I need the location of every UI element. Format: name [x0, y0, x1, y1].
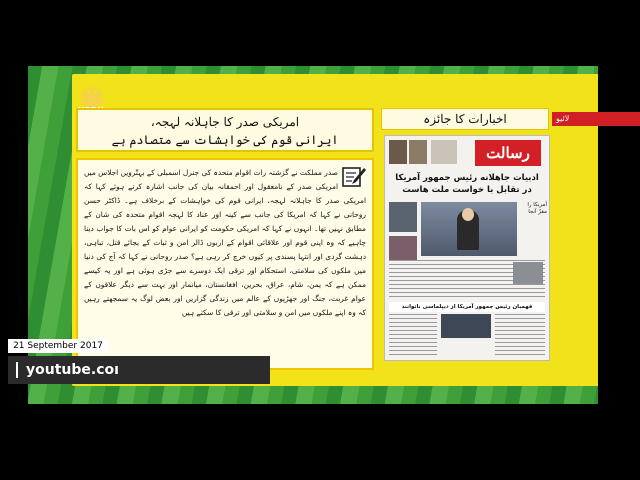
section-title: اخبارات کا جائزہ — [381, 108, 549, 130]
newspaper-inset-photo — [513, 262, 543, 284]
date-caption: 21 September 2017 — [8, 339, 108, 353]
speaker-face — [462, 208, 474, 221]
headline-line-1: امریکی صدر کا جاہلانہ لہجہ، — [150, 115, 300, 129]
article-headline — [76, 108, 374, 152]
newspaper-side-photo — [389, 202, 417, 232]
newspaper-headline — [389, 172, 545, 196]
newspaper-text-lines — [495, 314, 545, 358]
newspaper-headline-line-2: در تقابل با خواست ملت هاست — [402, 185, 532, 195]
newspaper-bottom-photo — [441, 314, 491, 338]
article-paragraph — [78, 160, 372, 320]
live-badge: لائیو — [552, 112, 640, 126]
newspaper-side-caption: آمریکا را مقرّ آنجا — [527, 202, 547, 215]
pen-icon — [342, 166, 366, 188]
newspaper-thumbnail — [431, 140, 457, 164]
article-body — [76, 158, 374, 370]
newspaper-main-photo — [421, 202, 517, 256]
newspaper-masthead: رسالت — [475, 140, 541, 166]
newspaper-footer-headline: فهمبان رئیس جمهور آمریکا از دیپلماسی ناتوانند — [389, 302, 545, 312]
newspaper-text-lines — [389, 314, 437, 358]
article-text: صدر مملکت نے گزشتہ رات اقوام متحدہ کی جنرل اسمبلی کے بہتّرویں اجلاس میں امریکی صدر کے نامعقول اور احمقانہ بیان کی جانب اشارہ کرتے ہوئے کہا کہ امریکی صدر کا جاہلانہ لہجہ، ایرانی قوم کی خواہشات کے برخلاف ہے۔ ڈاکٹر حسن روحانی نے کہا کہ امریکا کی جانب سے کینہ اور عناد کا لہجہ اقوام متحدہ کی شان کے مطابق نہیں تھا۔ انہوں نے کہا کہ امریکی حکومت کو ایرانی عوام کو اس بات کا جواب دینا چاہیے کہ وہ اپنی قوم اور علاقائی اقوام کے اربوں ڈالر امن و ثبات کے بجائے قتل، تباہی، دہشت گردی اور انتہا پسندی پر کیوں خرچ کر رہی ہے؟ صدر روحانی نے کہا کہ آج کی دنیا میں ملکوں کی سلامتی، استحکام اور ترقی ایک دوسرے سے جڑی ہوئی ہے اور یہ کیسے ممکن ہے کہ یمن، شام، عراق، بحرین، افغانستان، میانمار اور بہت سے دیگر علاقوں کے عوام غربت، جنگ اور جھڑپوں کے عالم میں زندگی گزاریں اور بعض لوگ یہ سمجھتے رہیں کہ وہ اپنے ملکوں میں امن و سلامتی اور ترقی کا سکتے ہیں — [84, 168, 366, 317]
newspaper-headline-line-1: ادبیات جاهلانه رئیس جمهور آمریکا — [395, 173, 539, 183]
newspaper-thumbnail — [389, 140, 407, 164]
newspaper-thumbnail — [409, 140, 427, 164]
newspaper-side-photo — [389, 236, 417, 260]
newspaper-front-page — [384, 135, 550, 361]
headline-line-2: ایرانی قوم کی خواہشات سے متصادم ہے — [111, 133, 339, 147]
source-watermark: youtube.coı — [8, 356, 270, 384]
